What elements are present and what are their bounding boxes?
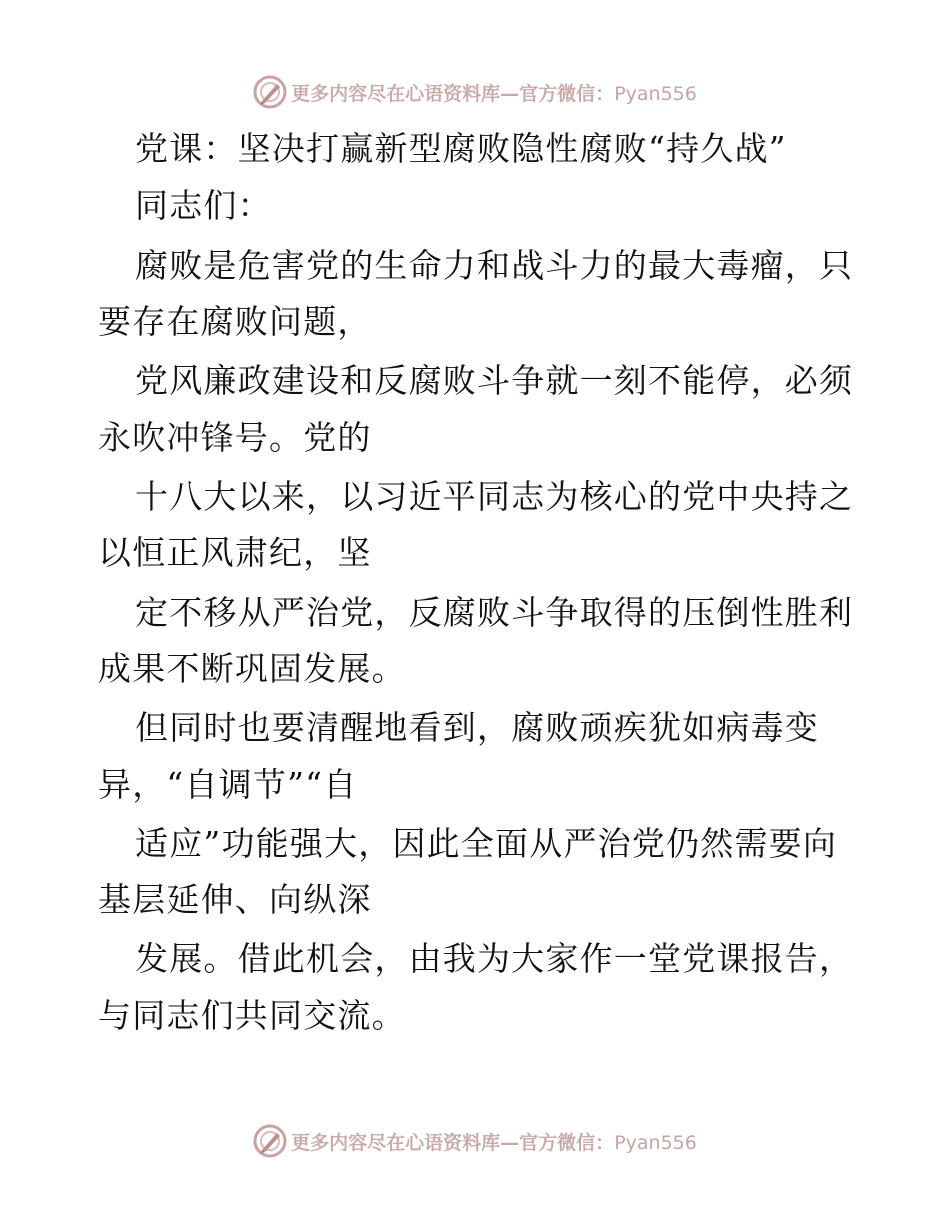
header-site-text: 更多内容尽在心语资料库 (291, 82, 501, 105)
paragraph-line: 定不移从严治党，反腐败斗争取得的压倒性胜利 (135, 593, 854, 632)
footer-wechat-label: 官方微信： (519, 1131, 615, 1154)
header-watermark-banner (0, 72, 950, 112)
paragraph-line: 永吹冲锋号。党的 (98, 418, 372, 457)
paragraph-line: 腐败是危害党的生命力和战斗力的最大毒瘤，只 (135, 246, 854, 285)
paragraph-line: 发展。借此机会，由我为大家作一堂党课报告， (135, 939, 854, 978)
footer-banner-text (291, 1128, 697, 1155)
footer-watermark-banner (0, 1121, 950, 1161)
paragraph-line: 要存在腐败问题， (98, 302, 372, 341)
paragraph-line: 成果不断巩固发展。 (98, 649, 406, 688)
header-banner-text (291, 79, 697, 106)
paragraph-line: 基层延伸、向纵深 (98, 880, 372, 919)
document-salutation: 同志们： (135, 186, 272, 225)
paragraph-line: 党风廉政建设和反腐败斗争就一刻不能停，必须 (135, 361, 854, 400)
paragraph-line: 异，“自调节”“自 (98, 765, 358, 804)
pen-circle-logo-icon (253, 75, 287, 109)
paragraph-line: 与同志们共同交流。 (98, 996, 406, 1035)
paragraph-line: 但同时也要清醒地看到，腐败顽疾犹如病毒变 (135, 708, 819, 747)
paragraph-line: 以恒正风肃纪，坚 (98, 533, 372, 572)
footer-site-text: 更多内容尽在心语资料库 (291, 1131, 501, 1154)
paragraph-line: 适应”功能强大，因此全面从严治党仍然需要向 (135, 824, 838, 863)
document-title: 党课：坚决打赢新型腐败隐性腐败“持久战” (135, 129, 787, 168)
header-dash: — (500, 82, 520, 105)
footer-dash: — (500, 1131, 520, 1154)
footer-wechat-id: Pyan556 (614, 1131, 697, 1154)
pen-circle-logo-icon (253, 1124, 287, 1158)
header-wechat-id: Pyan556 (614, 82, 697, 105)
paragraph-line: 十八大以来，以习近平同志为核心的党中央持之 (135, 477, 854, 516)
header-wechat-label: 官方微信： (519, 82, 615, 105)
